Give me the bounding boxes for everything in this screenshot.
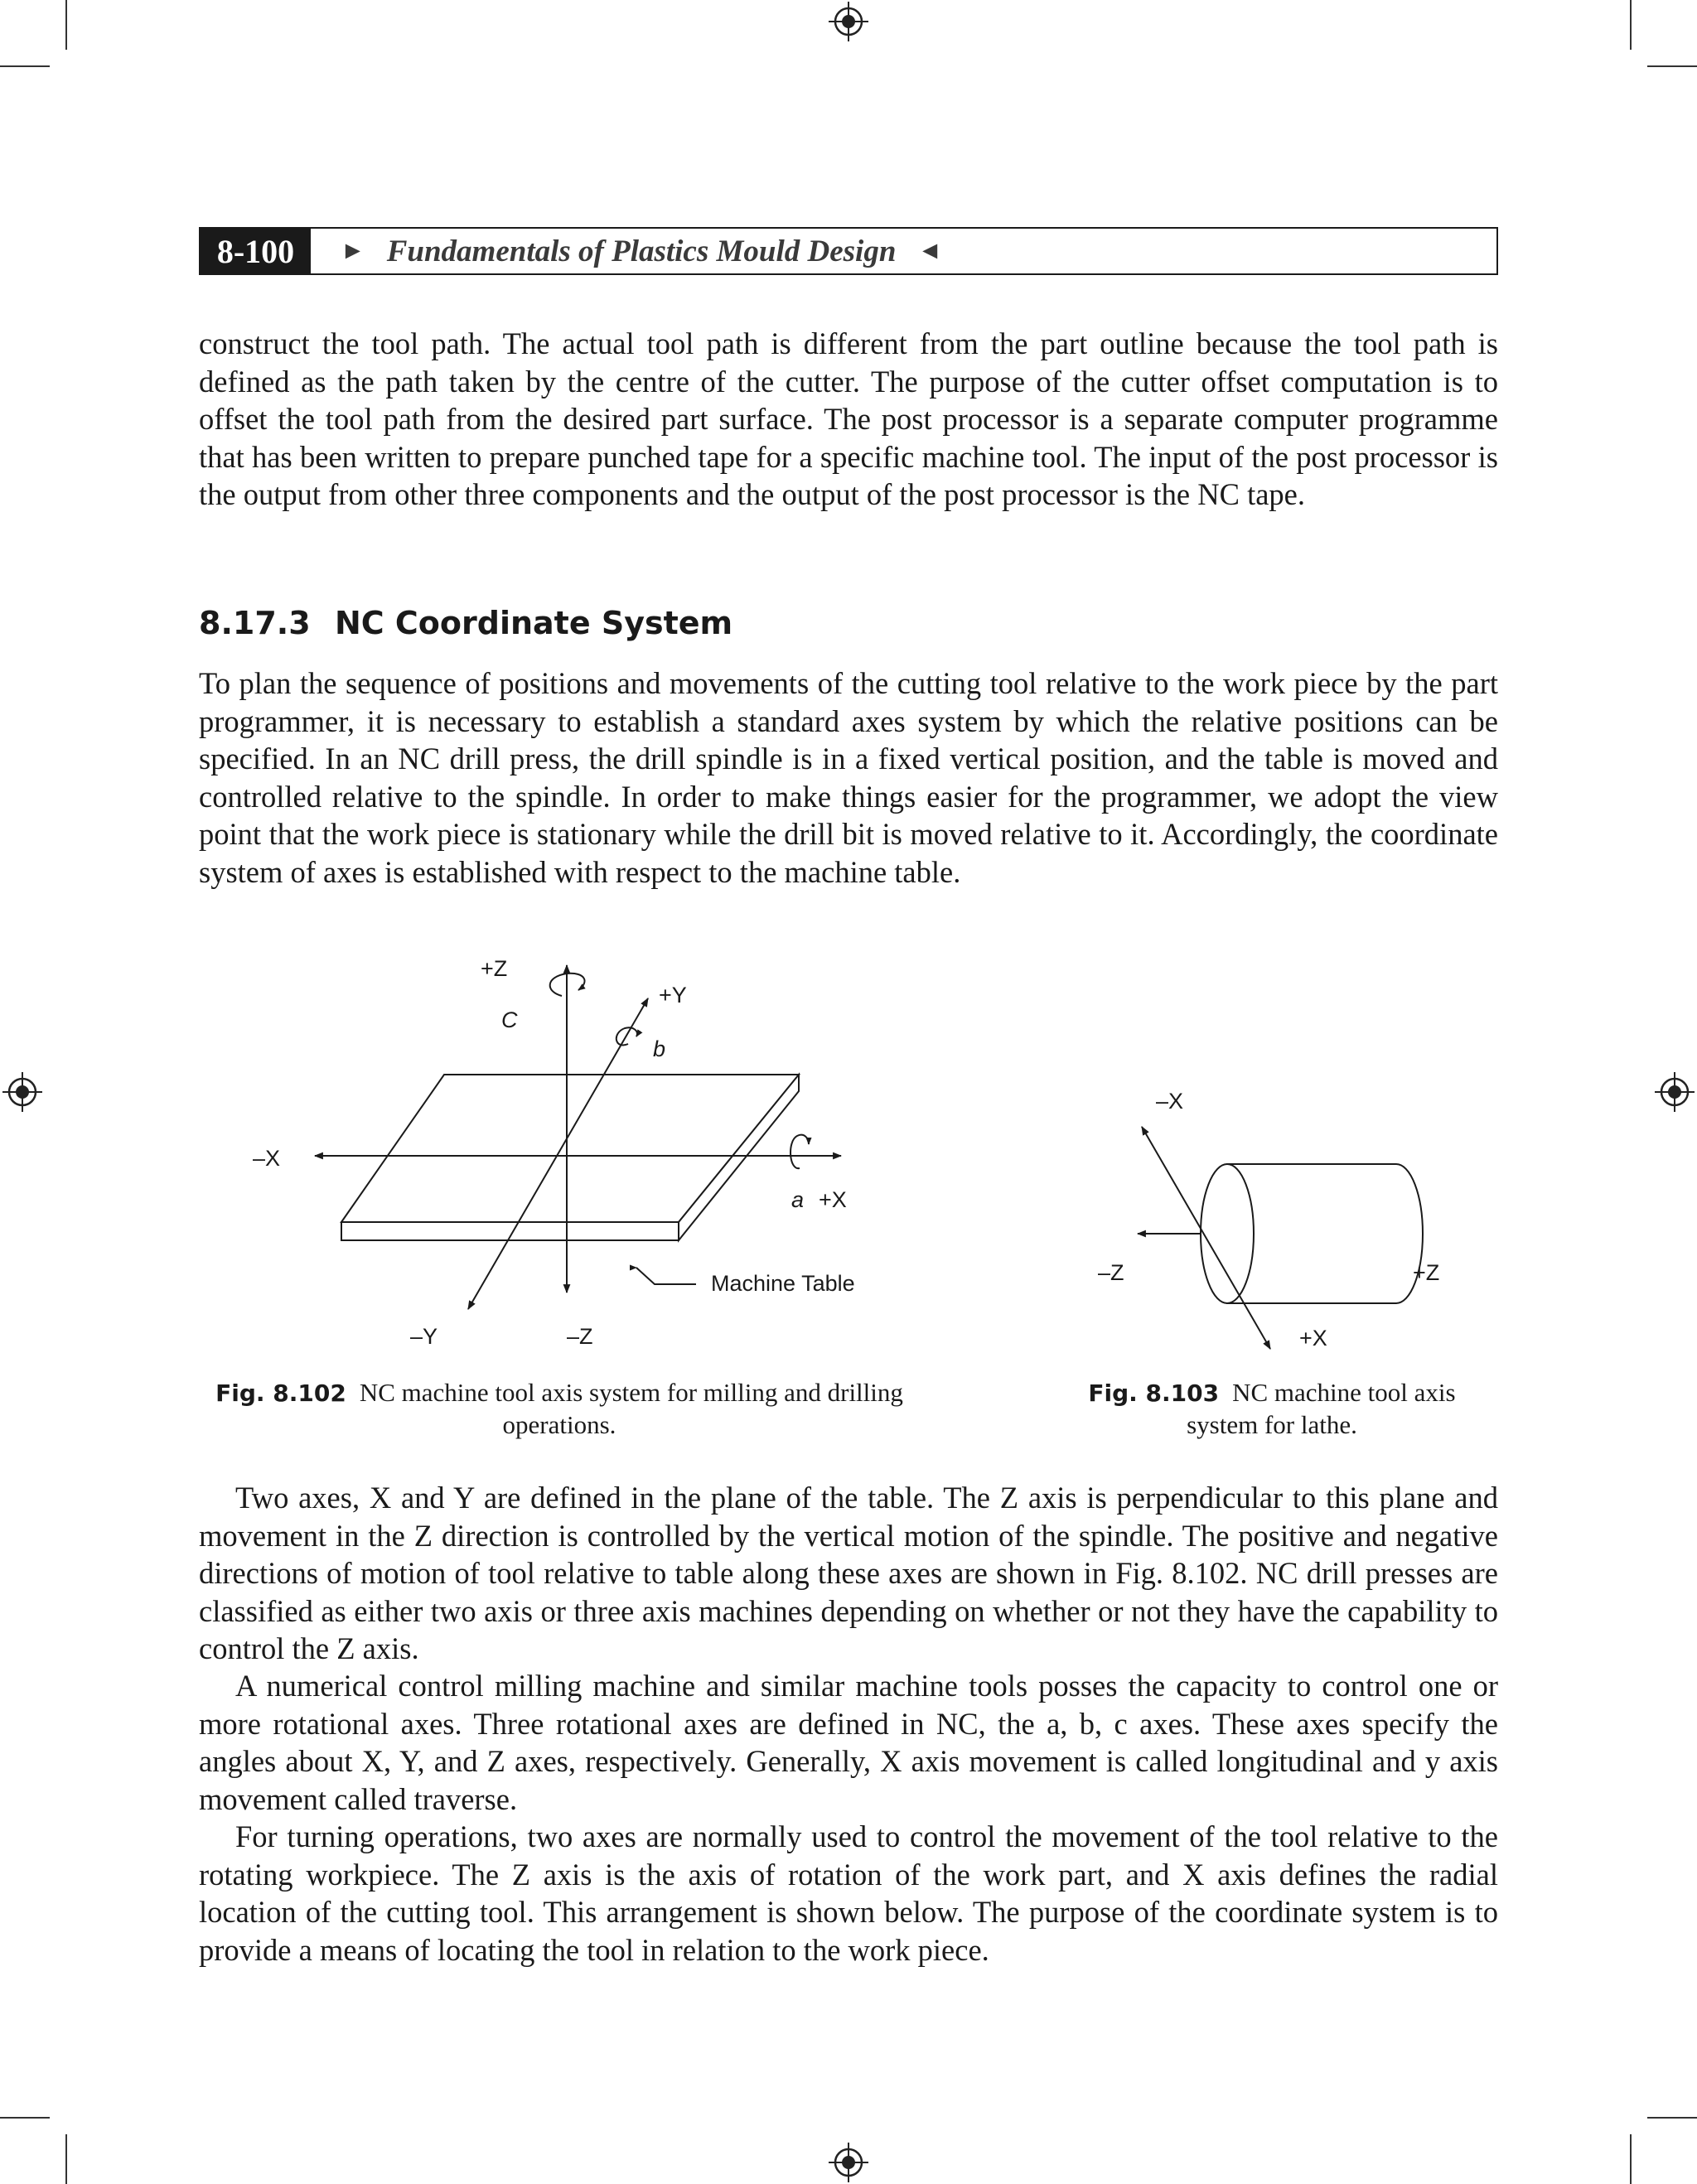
book-title-wrap [341,234,942,269]
registration-crosshair-icon [1655,1072,1695,1112]
section-number: 8.17.3 [199,605,311,641]
section-title: NC Coordinate System [335,605,733,641]
label-plus-x: +X [819,1187,847,1212]
paragraph-continued: construct the tool path. The actual tool path is different from the part outline because the tool path is defined as the path taken by the centre of the cutter. The purpose of the cutter offset computation is to offset the tool path from the desired part surface. The post processor is a separate computer programme that has been written to prepare punched tape for a specific machine tool. The input of the post processor is the output from other three components and the output of the post processor is the NC tape. [199,326,1498,511]
milling-axis-diagram [232,949,895,1363]
figure-8-103-text: NC machine tool axis system for lathe. [1187,1378,1456,1439]
a-rotation-arrow [790,1135,809,1168]
label-plus-z: +Z [481,956,508,981]
label-minus-z: –Z [567,1324,593,1349]
machine-table-leader [636,1268,696,1284]
registration-crosshair-icon [829,2,868,41]
label-minus-x: –X [253,1146,281,1171]
label-lathe-minus-x: –X [1156,1089,1184,1114]
figure-8-102-text: NC machine tool axis system for milling and drilling operations. [359,1378,903,1439]
workpiece-cylinder-face [1201,1164,1254,1303]
label-lathe-plus-x: +X [1299,1326,1327,1351]
paragraph-rotational: A numerical control milling machine and similar machine tools posses the capacity to control one or more rotational axes. Three rotational axes are defined in NC, the a, b, c axes. These axes specify the angles about X, Y, and Z axes, respectively. Generally, X axis movement is called longitudinal and y axis movement called traverse. [199,1669,1498,1816]
header-left-arrow-icon: ► [341,237,365,264]
page-number: 8-100 [201,229,311,273]
lathe-axis-diagram [1077,1077,1475,1363]
label-lathe-minus-z: –Z [1098,1260,1124,1285]
paragraph-turning: For turning operations, two axes are normally used to control the movement of the tool relative to the rotating workpiece. The Z axis is the axis of rotation of the work part, and X axis defines the radial location of the cutting tool. This arrangement is shown below. The purpose of the coordinate system is to provide a means of locating the tool in relation to the work piece. [199,1819,1498,1967]
figure-8-103 [1077,1077,1475,1363]
registration-crosshair-icon [829,2143,868,2182]
label-b: b [653,1036,666,1061]
book-title: Fundamentals of Plastics Mould Design [386,234,897,268]
figure-8-103-caption [1052,1377,1492,1441]
label-lathe-plus-z: +Z [1413,1260,1440,1285]
label-a: a [791,1187,805,1212]
label-plus-y: +Y [659,983,687,1007]
registration-crosshair-icon [2,1072,42,1112]
label-minus-y: –Y [410,1324,438,1349]
figure-8-103-label: Fig. 8.103 [1088,1379,1220,1407]
header-right-arrow-icon: ◄ [917,237,943,264]
label-c: C [501,1007,518,1032]
machine-table-top [341,1075,799,1222]
figure-8-102 [232,949,895,1363]
workpiece-cylinder-body [1227,1164,1423,1303]
label-machine-table: Machine Table [711,1271,855,1296]
paragraph-axes: Two axes, X and Y are defined in the plane of the table. The Z axis is perpendicular to this plane and movement in the Z direction is controlled by the vertical motion of the spindle. The positive and negative directions of motion of tool relative to table along these axes are shown in Fig. 8.102. NC drill presses are classified as either two axis or three axis machines depending on whether or not they have the capability to control the Z axis. [199,1481,1498,1665]
figure-8-102-caption [211,1377,907,1441]
running-header [199,227,1498,275]
section-heading [199,605,732,641]
paragraph-intro: To plan the sequence of positions and movements of the cutting tool relative to the work piece by the part programmer, it is necessary to establish a standard axes system by which the relative positions can be specified. In an NC drill press, the drill spindle is in a fixed vertical position, and the table is moved and controlled relative to the spindle. In order to make things easier for the programmer, we adopt the view point that the work piece is stationary while the drill bit is moved relative to it. Accordingly, the coordinate system of axes is established with respect to the machine table. [199,666,1498,889]
figure-8-102-label: Fig. 8.102 [215,1379,346,1407]
